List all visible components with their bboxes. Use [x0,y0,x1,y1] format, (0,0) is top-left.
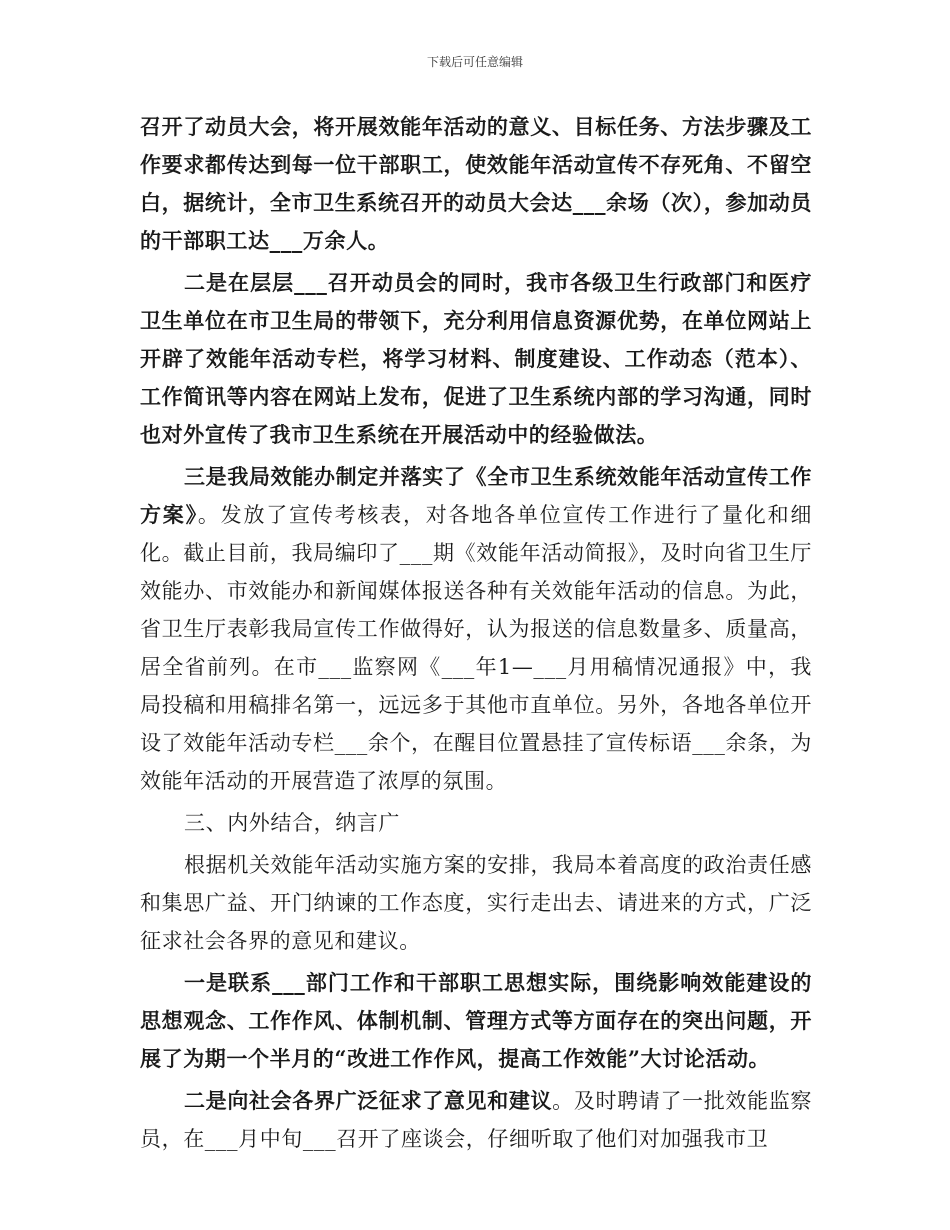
paragraph-3-lead: 三是我局效能办制定并落实了《全市卫生系统效能年活动宣传工作方案》 [140,464,812,527]
paragraph-7-lead: 二是向社会各界广泛征求了意见和建议 [184,1088,553,1113]
paragraph-1: 召开了动员大会，将开展效能年活动的意义、目标任务、方法步骤及工作要求都传达到每一位干部职工，使效能年活动宣传不存死角、不留空白，据统计，全市卫生系统召开的动员大会达___余场（次），参加动员的干部职工达___万余人。 [140,114,812,253]
paragraph-2: 二是在层层___召开动员会的同时，我市各级卫生行政部门和医疗卫生单位在市卫生局的带领下，充分利用信息资源优势，在单位网站上开辟了效能年活动专栏，将学习材料、制度建设、工作动态（范本）、工作简讯等内容在网站上发布，促进了卫生系统内部的学习沟通，同时也对外宣传了我市卫生系统在开展活动中的经验做法。 [140,270,812,447]
paragraph-6: 一是联系___部门工作和干部职工思想实际，围绕影响效能建设的思想观念、工作作风、体制机制、管理方式等方面存在的突出问题，开展了为期一个半月的“改进工作作风，提高工作效能”大讨论活动。 [140,970,812,1071]
paragraph-7-body: 。及时聘请了一批效能监察员，在___月中旬___召开了座谈会，仔细听取了他们对加强我市卫 [140,1089,812,1151]
paragraph-5: 根据机关效能年活动实施方案的安排，我局本着高度的政治责任感和集思广益、开门纳谏的工作态度，实行走出去、请进来的方式，广泛征求社会各界的意见和建议。 [140,853,812,953]
document-body [140,108,812,1158]
section-heading: 三、内外结合，纳言广 [184,811,400,835]
paragraph-3 [140,458,812,800]
paragraph-3-body: 。发放了宣传考核表，对各地各单位宣传工作进行了量化和细化。截止目前，我局编印了___期《效能年活动简报》，及时向省卫生厅效能办、市效能办和新闻媒体报送各种有关效能年活动的信息。为此，省卫生厅表彰我局宣传工作做得好，认为报送的信息数量多、质量高，居全省前列。在市___监察网《___年1—___月用稿情况通报》中，我局投稿和用稿排名第一，远远多于其他市直单位。另外，各地各单位开设了效能年活动专栏___余个，在醒目位置悬挂了宣传标语___余条，为效能年活动的开展营造了浓厚的氛围。 [140,503,812,793]
page-header-note: 下载后可任意编辑 [426,55,523,69]
paragraph-7 [140,1082,812,1158]
